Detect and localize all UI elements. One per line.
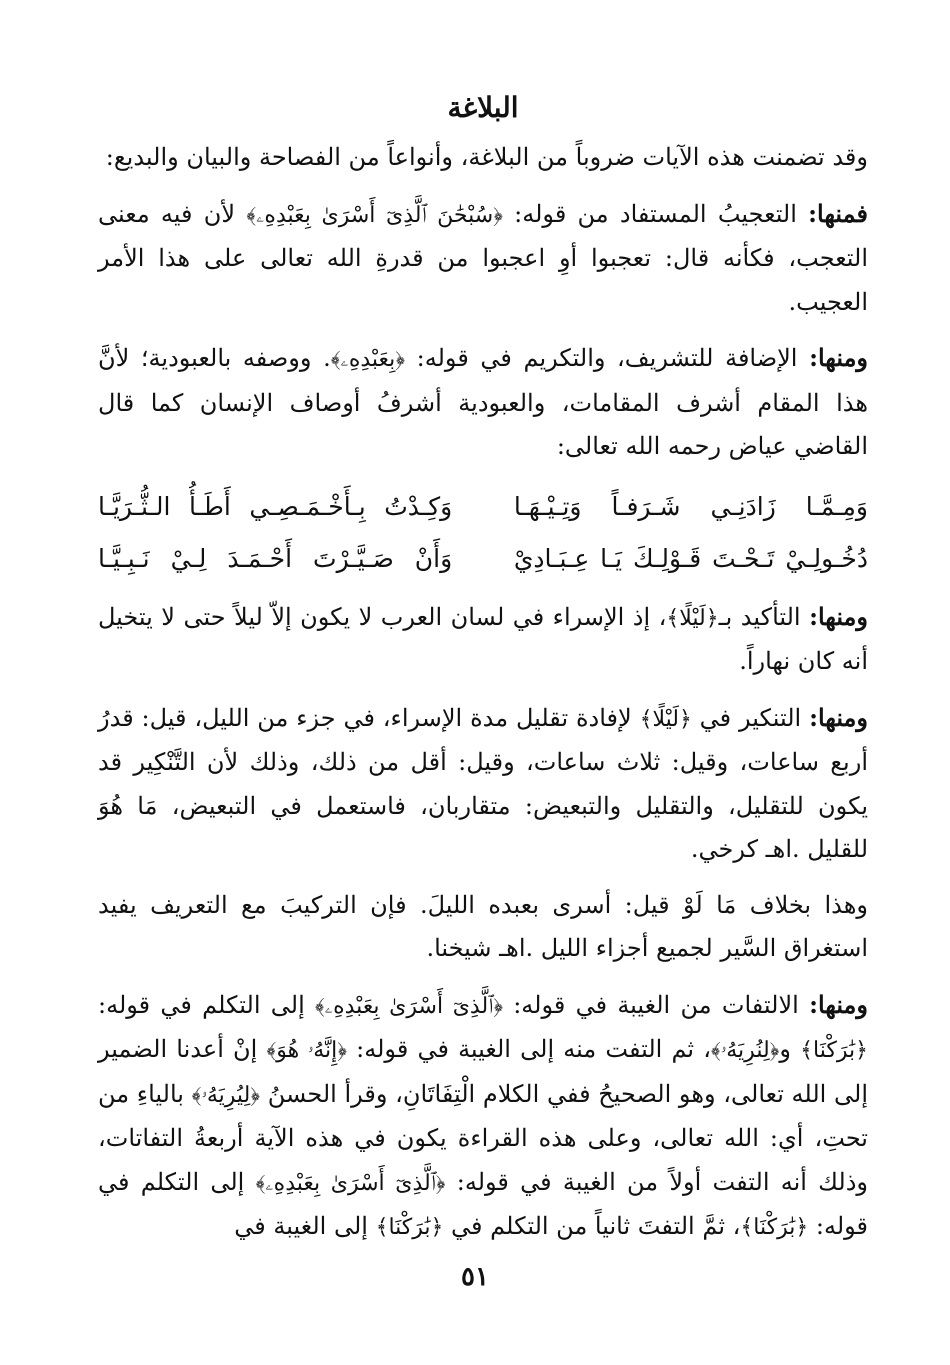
text-segment: ، ثمَّ التفتَ ثانياً من التكلم في: [443, 1212, 741, 1240]
text-segment: الإضافة للتشريف، والتكريم في قوله:: [405, 344, 810, 372]
text-segment: لإفادة تقليل مدة الإسراء، في جزء من الليل، قيل: قدرُ أربع ساعات، وقيل: ثلاث ساعات، وقيل: أقل من ذلك، وذلك لأن التَّنْكِير قد يكون للتقليل، والتقليل والتبعيض: متقاربان، فاستعمل في التبعيض، مَا هُوَ للقليل .اهـ كرخي.: [98, 703, 868, 863]
quran-quote: ﴿ٱلَّذِىٓ أَسْرَىٰ بِعَبْدِهِۦ﴾: [255, 1170, 446, 1196]
text-segment: وهذا بخلاف مَا لَوْ قيل: أسرى بعبده الليلَ. فإن التركيبَ مع التعريف يفيد استغراق السَّير لجميع أجزاء الليل .اهـ شيخنا.: [98, 890, 868, 962]
text-segment: التنكير في: [691, 703, 810, 732]
quran-quote: ﴿إِنَّهُۥ هُوَ﴾: [266, 1038, 347, 1063]
quran-quote: ﴿لَيْلًا﴾: [639, 706, 692, 732]
quran-quote: ﴿لِيُرِيَهُۥ﴾: [191, 1082, 261, 1108]
text-segment: . ووصفه بالعبودية؛ لأنَّ هذا المقام أشرف المقامات، والعبودية أشرفُ أوصاف الإنسان كما قال القاضي عياض رحمه الله تعالى:: [98, 344, 868, 460]
text-segment: التعجيبُ المستفاد من قوله:: [502, 199, 809, 228]
text-segment: إلى التكلم في قوله:: [98, 1167, 868, 1240]
text-segment: ، إذ الإسراء في لسان العرب لا يكون إلاّ ليلاً حتى لا يتخيل أنه كان نهاراً.: [98, 602, 868, 675]
quran-quote: ﴿بَٰرَكْنَا﴾: [375, 1215, 444, 1240]
quran-quote: ﴿بَٰرَكْنَا﴾: [800, 1038, 869, 1063]
text-segment: ، ثم التفت منه إلى الغيبة في قوله:: [347, 1035, 712, 1063]
text-segment: إنْ أعدنا الضمير إلى الله تعالى، وهو الصحيحُ ففي الكلام الْتِفَاتَانِ، وقرأ الحسنُ: [98, 1035, 869, 1108]
text-segment: بالياءِ من تحتِ، أي: الله تعالى، وعلى هذه القراءة يكون في هذه الآية أربعةُ التفاتات، وذلك أنه التفت أولاً من الغيبة في قوله:: [98, 1079, 868, 1196]
paragraph-lead: ومنها:: [809, 601, 868, 631]
sections-after-poem: [98, 595, 868, 1250]
paragraph-lead: ومنها:: [809, 343, 869, 372]
intro-paragraph: وقد تضمنت هذه الآيات ضروباً من البلاغة، وأنواعاً من الفصاحة والبيان والبديع:: [105, 143, 868, 171]
poem-verse: [98, 481, 868, 533]
page: [98, 88, 868, 1288]
quran-quote: ﴿ٱلَّذِىٓ أَسْرَىٰ بِعَبْدِهِۦ﴾: [315, 993, 503, 1019]
page-title: البلاغة: [447, 91, 519, 124]
text-segment: إلى التكلم في قوله:: [98, 990, 315, 1019]
text-segment: لأن فيه معنى التعجب، فكأنه قال: تعجبوا أوِ اعجبوا من قدرةِ الله تعالى على هذا الأمر العجيب.: [98, 199, 868, 316]
paragraph-lead: ومنها:: [809, 989, 868, 1019]
paragraph: [98, 983, 868, 1250]
paragraph-lead: ومنها:: [809, 702, 868, 732]
poem-first-hemistich: دُخُـولِـيْ تَـحْـتَ قَـوْلِـكَ يَـا عِـبَـادِيْ: [513, 543, 868, 573]
poem-verse: [98, 533, 868, 585]
paragraph: [98, 884, 868, 971]
paragraph-lead: فمنها:: [808, 198, 868, 228]
text-segment: التأكيد بـ: [718, 602, 810, 631]
quran-quote: ﴿سُبْحَٰنَ ٱلَّذِىٓ أَسْرَىٰ بِعَبْدِهِۦ﴾: [246, 202, 503, 228]
text-segment: و: [779, 1035, 801, 1063]
poem-second-hemistich: وَكِـدْتُ بِـأَخْـمَـصِـي أَطَـأُ الـثُّـرَيَّـا: [98, 491, 453, 521]
poem: [98, 481, 868, 585]
quran-quote: ﴿بِعَبْدِهِۦ﴾: [330, 347, 406, 372]
paragraph: [98, 696, 868, 872]
poem-first-hemistich: وَمِـمَّـا زَادَنِـي شَـرَفـاً وَتِـيْـهَـا: [513, 491, 868, 521]
paragraph: [98, 595, 868, 684]
sections-before-poem: [98, 192, 868, 469]
text-segment: الالتفات من الغيبة في قوله:: [502, 990, 810, 1019]
poem-second-hemistich: وَأَنْ صَـيَّـرْتَ أَحْـمَـدَ لِـيْ نَـبِـيَّـا: [98, 543, 453, 573]
text-segment: إلى الغيبة في: [234, 1212, 376, 1240]
paragraph: [98, 192, 868, 325]
page-number: ٥١: [461, 1262, 489, 1292]
quran-quote: ﴿لَيْلًا﴾: [666, 605, 719, 631]
quran-quote: ﴿لِنُرِيَهُۥ﴾: [711, 1038, 780, 1063]
paragraph: [98, 336, 868, 469]
quran-quote: ﴿بَٰرَكْنَا﴾: [740, 1215, 809, 1240]
